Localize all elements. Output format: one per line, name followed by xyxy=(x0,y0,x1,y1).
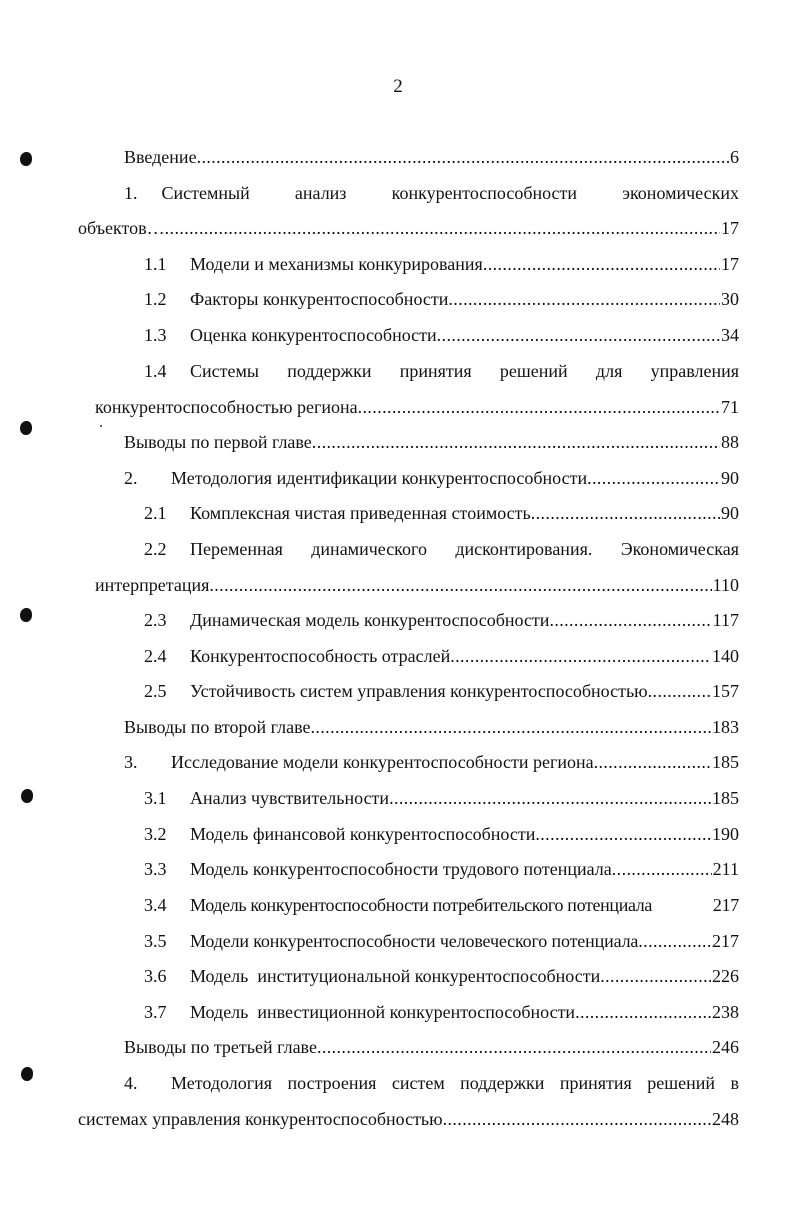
toc-leader-dots xyxy=(209,572,711,598)
toc-entry-section-1-1[interactable] xyxy=(144,251,739,277)
toc-leader-dots xyxy=(594,749,711,775)
toc-page: 110 xyxy=(712,575,739,595)
toc-title: Модели и механизмы конкурирования xyxy=(190,254,483,274)
toc-entry-section-2-3[interactable] xyxy=(144,607,739,633)
toc-title-word: Экономическая xyxy=(620,539,739,559)
toc-title-word: Методология xyxy=(171,1073,273,1093)
toc-page: 6 xyxy=(730,147,739,167)
toc-title: Модель инвестиционной конкурентоспособности xyxy=(190,1002,576,1022)
toc-title-word: в xyxy=(730,1073,739,1093)
toc-title: Устойчивость систем управления конкурентоспособностью xyxy=(190,681,648,701)
toc-leader-dots xyxy=(450,643,711,669)
binding-hole-mark xyxy=(21,1067,33,1081)
toc-leader-dots xyxy=(612,856,712,882)
toc-leader-dots xyxy=(197,144,729,170)
toc-leader-dots xyxy=(638,928,711,954)
toc-page: 248 xyxy=(712,1109,739,1129)
toc-title-word: поддержки xyxy=(460,1073,545,1093)
toc-title: Модель институциональной конкурентоспособности xyxy=(190,966,601,986)
toc-page: 185 xyxy=(712,788,739,808)
toc-number: 3.7 xyxy=(144,1002,167,1022)
toc-title-word: динамического xyxy=(311,539,427,559)
toc-page: 17 xyxy=(721,254,739,274)
toc-entry-conclusions-2[interactable] xyxy=(124,714,739,740)
toc-title-word: дисконтирования. xyxy=(455,539,593,559)
toc-title: Анализ чувствительности xyxy=(190,788,390,808)
toc-number: 1.4 xyxy=(144,361,167,381)
scan-speck xyxy=(100,425,102,427)
toc-entry-section-3-5[interactable] xyxy=(144,928,739,954)
toc-title: Конкурентоспособность отраслей xyxy=(190,646,451,666)
toc-leader-dots xyxy=(312,429,720,455)
binding-hole-mark xyxy=(20,421,32,435)
toc-title: Введение xyxy=(124,147,197,167)
toc-page: 226 xyxy=(712,966,739,986)
toc-number: 2.2 xyxy=(144,539,167,559)
toc-entry-chapter-4-line1[interactable] xyxy=(124,1070,739,1096)
toc-title-word: построения xyxy=(287,1073,377,1093)
toc-title-word: Системный xyxy=(161,183,250,203)
toc-title: Комплексная чистая приведенная стоимость xyxy=(190,503,531,523)
toc-title: Факторы конкурентоспособности xyxy=(190,289,449,309)
toc-title: Модель финансовой конкурентоспособности xyxy=(190,824,536,844)
toc-title: Модели конкурентоспособности человеческого потенциала xyxy=(190,931,639,951)
toc-number: 2.1 xyxy=(144,503,167,523)
toc-title: объектов… xyxy=(78,218,165,238)
toc-page: 217 xyxy=(712,895,739,915)
toc-number: 3.3 xyxy=(144,859,167,879)
toc-title: Оценка конкурентоспособности xyxy=(190,325,437,345)
toc-title: конкурентоспособностью региона xyxy=(95,397,358,417)
toc-leader-dots xyxy=(310,714,711,740)
toc-leader-dots xyxy=(437,322,720,348)
toc-title: интерпретация xyxy=(95,575,210,595)
toc-entry-conclusions-3[interactable] xyxy=(124,1034,739,1060)
toc-entry-section-2-2-line1[interactable] xyxy=(144,536,739,562)
toc-page: 90 xyxy=(721,468,739,488)
binding-hole-mark xyxy=(20,608,32,622)
toc-entry-section-3-2[interactable] xyxy=(144,821,739,847)
toc-page: 88 xyxy=(721,432,739,452)
toc-leader-dots xyxy=(575,999,711,1025)
toc-title: Исследование модели конкурентоспособности региона xyxy=(171,752,594,772)
toc-leader-dots xyxy=(531,500,720,526)
toc-entry-introduction[interactable] xyxy=(124,144,739,170)
toc-number: 1. xyxy=(124,183,138,203)
toc-number: 2. xyxy=(124,468,138,488)
toc-number: 2.3 xyxy=(144,610,167,630)
toc-title-word: поддержки xyxy=(287,361,372,381)
toc-entry-section-3-1[interactable] xyxy=(144,785,739,811)
toc-entry-section-3-4[interactable] xyxy=(144,892,739,918)
toc-title-word: решений xyxy=(647,1073,715,1093)
toc-page: 140 xyxy=(712,646,739,666)
toc-number: 3. xyxy=(124,752,138,772)
toc-title-word: экономических xyxy=(622,183,739,203)
toc-page: 211 xyxy=(712,859,739,879)
page-number: 2 xyxy=(393,76,403,97)
toc-leader-dots xyxy=(443,1106,711,1132)
toc-page: 34 xyxy=(721,325,739,345)
toc-leader-dots xyxy=(389,785,711,811)
toc-title: Модель конкурентоспособности потребительского потенциала xyxy=(190,895,653,915)
toc-leader-dots xyxy=(483,251,720,277)
toc-entry-section-1-2[interactable] xyxy=(144,286,739,312)
toc-page: 17 xyxy=(721,218,739,238)
toc-title-word: решений xyxy=(499,361,568,381)
toc-title-word: конкурентоспособности xyxy=(391,183,578,203)
toc-entry-section-1-3[interactable] xyxy=(144,322,739,348)
toc-page: 30 xyxy=(721,289,739,309)
toc-title: Динамическая модель конкурентоспособности xyxy=(190,610,550,630)
toc-entry-section-2-1[interactable] xyxy=(144,500,739,526)
toc-entry-chapter-1-line2[interactable] xyxy=(78,215,739,241)
toc-title: Выводы по первой главе xyxy=(124,432,312,452)
toc-page: 90 xyxy=(721,503,739,523)
binding-hole-mark xyxy=(20,152,32,166)
toc-number: 3.1 xyxy=(144,788,167,808)
toc-number: 1.2 xyxy=(144,289,167,309)
toc-leader-dots xyxy=(549,607,711,633)
toc-number: 1.3 xyxy=(144,325,167,345)
binding-hole-mark xyxy=(21,789,33,803)
toc-page: 183 xyxy=(712,717,739,737)
toc-number: 2.4 xyxy=(144,646,167,666)
toc-title: системах управления конкурентоспособностью xyxy=(78,1109,443,1129)
toc-entry-conclusions-1[interactable] xyxy=(124,429,739,455)
toc-number: 1.1 xyxy=(144,254,167,274)
toc-title-word: систем xyxy=(391,1073,445,1093)
toc-title: Выводы по второй главе xyxy=(124,717,311,737)
toc-title: Выводы по третьей главе xyxy=(124,1037,317,1057)
toc-entry-section-3-6[interactable] xyxy=(144,963,739,989)
toc-leader-dots xyxy=(600,963,711,989)
toc-entry-chapter-4-line2[interactable] xyxy=(78,1106,739,1132)
toc-number: 3.4 xyxy=(144,895,167,915)
toc-number: 3.6 xyxy=(144,966,167,986)
toc-leader-dots xyxy=(358,394,720,420)
toc-entry-section-1-4-line2[interactable] xyxy=(95,394,739,420)
toc-entry-section-1-4-line1[interactable] xyxy=(144,358,739,384)
toc-title-word: для xyxy=(595,361,623,381)
toc-page: 157 xyxy=(712,681,739,701)
toc-number: 3.2 xyxy=(144,824,167,844)
toc-title: Методология идентификации конкурентоспособности xyxy=(171,468,588,488)
toc-leader-dots xyxy=(587,465,720,491)
toc-page: 246 xyxy=(712,1037,739,1057)
toc-title-word: анализ xyxy=(294,183,347,203)
toc-leader-dots xyxy=(448,286,720,312)
toc-entry-chapter-1-line1[interactable] xyxy=(124,180,739,206)
toc-entry-section-2-5[interactable] xyxy=(144,678,739,704)
toc-page: 117 xyxy=(712,610,739,630)
toc-page: 71 xyxy=(721,397,739,417)
toc-entry-section-2-2-line2[interactable] xyxy=(95,572,739,598)
toc-title-word: принятия xyxy=(559,1073,632,1093)
toc-leader-dots xyxy=(317,1034,711,1060)
toc-page: 190 xyxy=(712,824,739,844)
toc-leader-dots xyxy=(535,821,711,847)
toc-number: 4. xyxy=(124,1073,138,1093)
toc-number: 3.5 xyxy=(144,931,167,951)
toc-title: Модель конкурентоспособности трудового потенциала xyxy=(190,859,612,879)
toc-entry-section-3-3[interactable] xyxy=(144,856,739,882)
toc-title-word: управления xyxy=(650,361,739,381)
toc-page: 217 xyxy=(712,931,739,951)
toc-entry-chapter-2[interactable] xyxy=(124,465,739,491)
toc-title-word: принятия xyxy=(399,361,472,381)
toc-leader-dots xyxy=(648,678,711,704)
toc-entry-section-3-7[interactable] xyxy=(144,999,739,1025)
toc-entry-section-2-4[interactable] xyxy=(144,643,739,669)
toc-entry-chapter-3[interactable] xyxy=(124,749,739,775)
toc-page: 185 xyxy=(712,752,739,772)
toc-leader-dots xyxy=(165,215,720,241)
toc-title-word: Переменная xyxy=(190,539,283,559)
toc-page: 238 xyxy=(712,1002,739,1022)
toc-title-word: Системы xyxy=(190,361,259,381)
toc-number: 2.5 xyxy=(144,681,167,701)
